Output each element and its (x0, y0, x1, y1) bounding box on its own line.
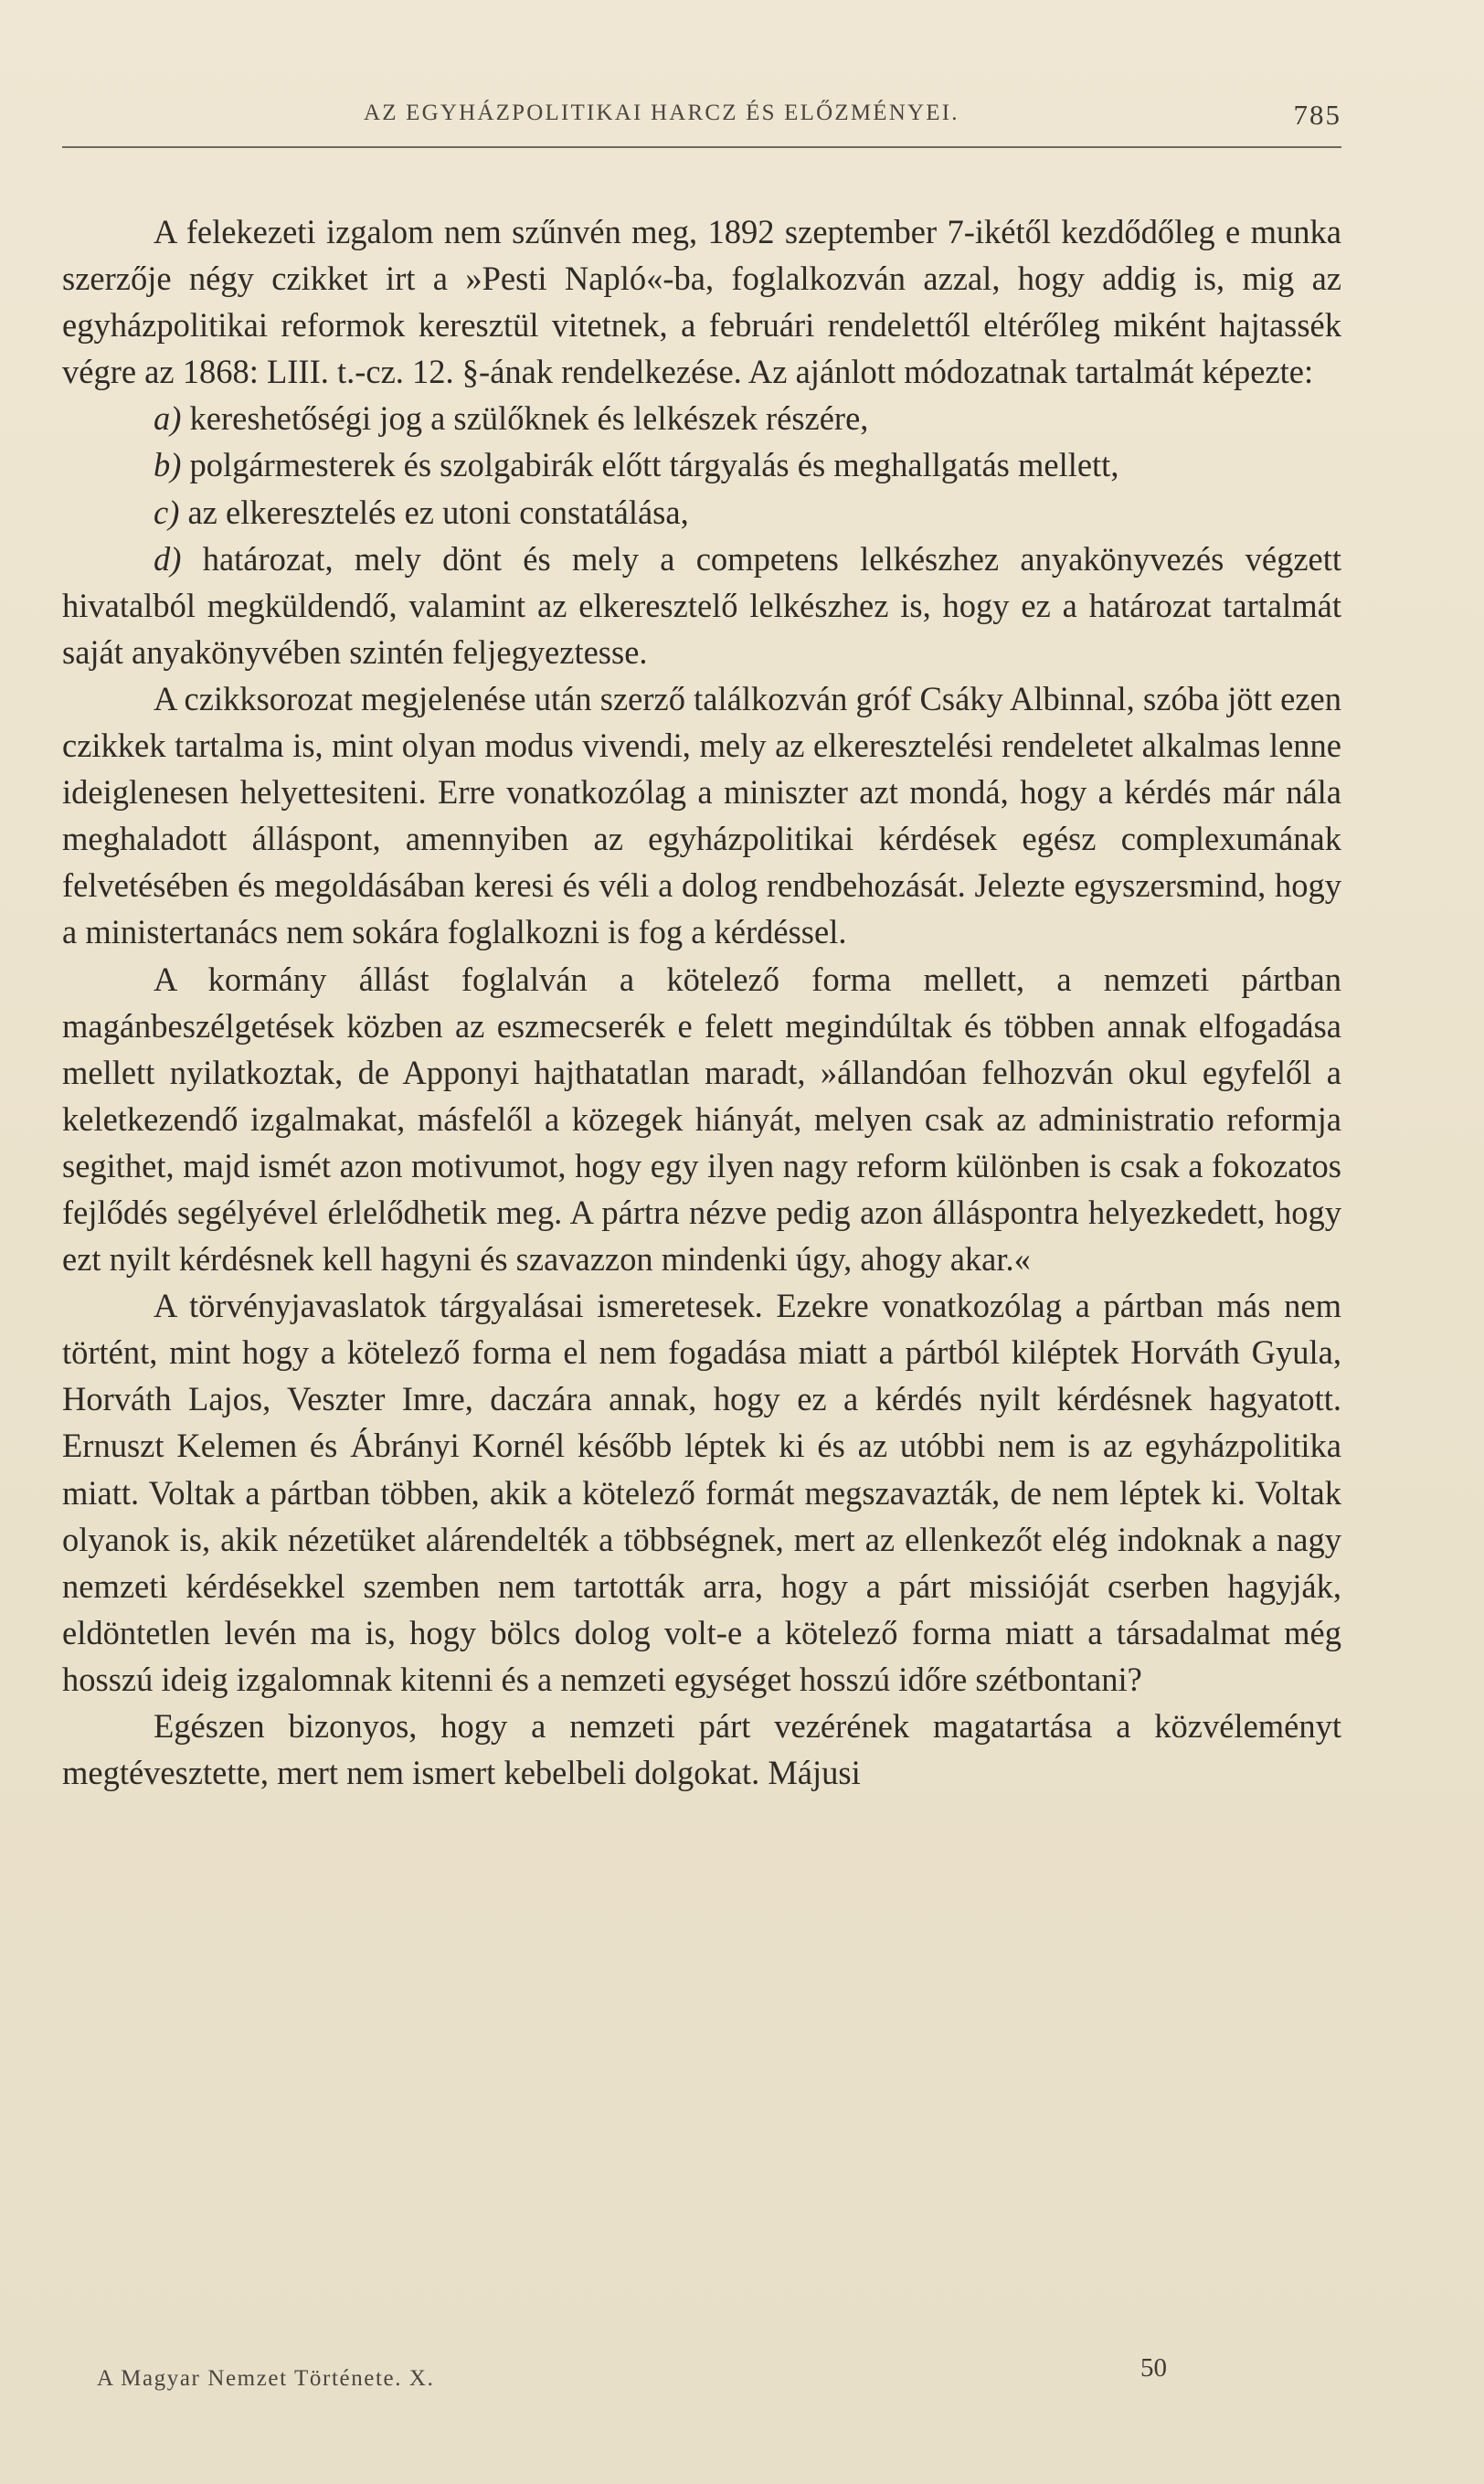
list-item-text: polgármesterek és szolgabirák előtt tárgyalás és meghallgatás mellett, (189, 446, 1119, 484)
list-item-text: kereshetőségi jog a szülőknek és lelkészek részére, (189, 399, 869, 438)
signature-mark: 50 (1140, 2353, 1167, 2383)
paragraph-4: A törvényjavaslatok tárgyalásai ismeretesek. Ezekre vonatkozólag a pártban más nem történt, mint hogy a kötelező forma el nem fogadása miatt a pártból kiléptek Horváth Gyula, Horváth Lajos, Veszter Imre, daczára annak, hogy ez a kérdés nyilt kérdésnek hagyatott. Ernuszt Kelemen és Ábrányi Kornél később léptek ki és az utóbbi nem is az egyházpolitika miatt. Voltak a pártban többen, akik a kötelező formát megszavazták, de nem léptek ki. Voltak olyanok is, akik nézetüket alárendelték a többségnek, mert az ellenkezőt elég indoknak a nagy nemzeti kérdésekkel szemben nem tartották arra, hogy a párt missióját cserben hagyják, eldöntetlen levén ma is, hogy bölcs dolog volt-e a kötelező forma miatt a társadalmat még hosszú ideig izgalomnak kitenni és a nemzeti egységet hosszú időre szétbontani? (62, 1287, 1341, 1698)
body-text (62, 208, 1341, 1796)
page-footer (62, 2353, 1341, 2408)
page-number: 785 (1293, 99, 1341, 131)
paragraph-5: Egészen bizonyos, hogy a nemzeti párt vezérének magatartása a közvéleményt megtévesztette, mert nem ismert kebelbeli dolgokat. Májusi (62, 1707, 1341, 1792)
list-item-letter: b) (154, 446, 182, 484)
list-item-text: az elkeresztelés ez utoni constatálása, (187, 493, 689, 531)
list-item-d (62, 536, 1341, 675)
footer-source: A Magyar Nemzet Története. X. (97, 2366, 435, 2391)
list-item-letter: a) (154, 399, 182, 438)
list-item-text: határozat, mely dönt és mely a competens lelkészhez anyakönyvezés végzett hivatalból megküldendő, valamint az elkeresztelő lelkészhez is, hogy ez a határozat tartalmát saját anyakönyvében szintén feljegyeztesse. (62, 539, 1342, 671)
list-item-letter: c) (154, 493, 180, 531)
list-item-a (62, 395, 1341, 441)
header-rule (62, 146, 1341, 148)
paragraph-2: A czikksorozat megjelenése után szerző találkozván gróf Csáky Albinnal, szóba jött ezen czikkek tartalma is, mint olyan modus vivendi, mely az elkeresztelési rendeletet alkalmas lenne ideiglenesen helyettesiteni. Erre vonatkozólag a miniszter azt mondá, hogy a kérdés már nála meghaladott álláspont, amennyiben az egyházpolitikai kérdések egész complexumának felvetésében és megoldásában keresi és véli a dolog rendbehozását. Jelezte egyszersmind, hogy a ministertanács nem sokára foglalkozni is fog a kérdéssel. (62, 679, 1341, 951)
paragraph-3: A kormány állást foglalván a kötelező forma mellett, a nemzeti pártban magánbeszélgetések közben az eszmecserék e felett megindúltak és többen annak elfogadása mellett nyilatkoztak, de Apponyi hajthatatlan maradt, »állandóan felhozván okul egyfelől a keletkezendő izgalmakat, másfelől a közegek hiányát, melyen csak az administratio reformja segithet, majd ismét azon motivumot, hogy egy ilyen nagy reform különben is csak a fokozatos fejlődés segélyével érlelődhetik meg. A pártra nézve pedig azon álláspontra helyezkedett, hogy ezt nyilt kérdésnek kell hagyni és szavazzon mindenki úgy, ahogy akar.« (62, 960, 1341, 1279)
page-header (62, 91, 1341, 146)
running-title: AZ EGYHÁZPOLITIKAI HARCZ ÉS ELŐZMÉNYEI. (364, 101, 959, 125)
list-item-letter: d) (154, 539, 182, 578)
list-item-b (62, 441, 1341, 488)
paragraph-1: A felekezeti izgalom nem szűnvén meg, 1892 szeptember 7-ikétől kezdődőleg e munka szerzője négy czikket irt a »Pesti Napló«-ba, foglalkozván azzal, hogy addig is, mig az egyházpolitikai reformok keresztül vitetnek, a februári rendelettől eltérőleg miként hajtassék végre az 1868: LIII. t.-cz. 12. §-ának rendelkezése. Az ajánlott módozatnak tartalmát képezte: (62, 213, 1341, 391)
list-item-c (62, 489, 1341, 536)
